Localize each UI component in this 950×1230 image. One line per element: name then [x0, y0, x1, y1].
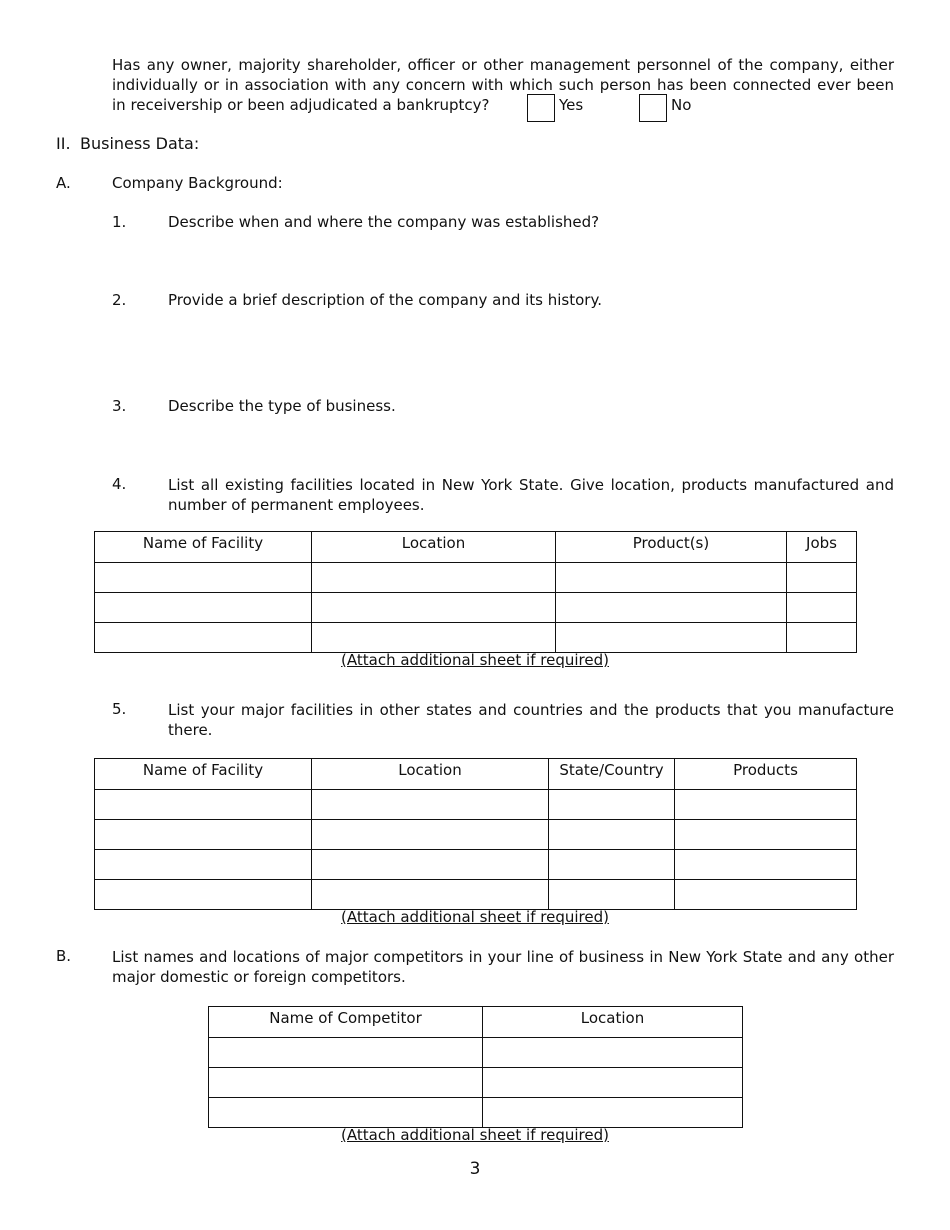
table-cell[interactable] [556, 593, 787, 623]
col-header: Name of Facility [95, 532, 312, 563]
col-header: Product(s) [556, 532, 787, 563]
no-checkbox[interactable] [639, 94, 667, 122]
col-header: Products [675, 759, 857, 790]
table-cell[interactable] [312, 623, 556, 653]
table-cell[interactable] [312, 593, 556, 623]
table-header-row [95, 759, 857, 790]
part-a-title: Company Background: [112, 174, 283, 192]
table-cell[interactable] [312, 820, 549, 850]
attach-note: (Attach additional sheet if required) [341, 651, 609, 669]
section-title: Business Data: [80, 134, 200, 153]
table-cell[interactable] [483, 1038, 743, 1068]
table-cell[interactable] [483, 1098, 743, 1128]
col-header: Location [312, 759, 549, 790]
q1-number: 1. [112, 213, 127, 231]
table-row [95, 850, 857, 880]
table-cell[interactable] [209, 1098, 483, 1128]
table-cell[interactable] [95, 790, 312, 820]
table-cell[interactable] [549, 880, 675, 910]
table-cell[interactable] [675, 850, 857, 880]
table-cell[interactable] [312, 790, 549, 820]
q5-text: List your major facilities in other states and countries and the products that you manufacture there. [168, 701, 894, 739]
table-cell[interactable] [312, 850, 549, 880]
table-cell[interactable] [209, 1068, 483, 1098]
ny-facilities-table [94, 531, 857, 653]
col-header: Name of Competitor [209, 1007, 483, 1038]
table-cell[interactable] [95, 850, 312, 880]
table-cell[interactable] [209, 1038, 483, 1068]
q3-number: 3. [112, 397, 127, 415]
table-row [95, 623, 857, 653]
col-header: Name of Facility [95, 759, 312, 790]
q2-text: Provide a brief description of the company and its history. [168, 291, 602, 309]
table-row [95, 880, 857, 910]
table-cell[interactable] [675, 790, 857, 820]
table-header-row [95, 532, 857, 563]
col-header: Location [312, 532, 556, 563]
table-row [95, 820, 857, 850]
q2-number: 2. [112, 291, 127, 309]
section-number: II. [56, 134, 71, 153]
table-cell[interactable] [95, 623, 312, 653]
table-cell[interactable] [95, 593, 312, 623]
table-cell[interactable] [549, 820, 675, 850]
table-row [209, 1068, 743, 1098]
page-number: 3 [469, 1159, 481, 1179]
col-header: State/Country [549, 759, 675, 790]
table-cell[interactable] [787, 623, 857, 653]
table-cell[interactable] [95, 563, 312, 593]
q1-text: Describe when and where the company was established? [168, 213, 600, 231]
q4-number: 4. [112, 475, 127, 493]
bankruptcy-question: Has any owner, majority shareholder, officer or other management personnel of the company, either individually or in association with any concern with which such person has been connected ever been in receivership or been adjudicated a bankruptcy? [112, 56, 894, 114]
part-a-letter: A. [56, 174, 71, 192]
part-b-letter: B. [56, 947, 72, 965]
part-b-text: List names and locations of major competitors in your line of business in New York State and any other major domestic or foreign competitors. [112, 948, 894, 986]
no-label: No [671, 96, 692, 114]
table-cell[interactable] [549, 850, 675, 880]
attach-note: (Attach additional sheet if required) [341, 908, 609, 926]
table-row [95, 563, 857, 593]
table-cell[interactable] [483, 1068, 743, 1098]
q5-number: 5. [112, 700, 127, 718]
table-cell[interactable] [556, 563, 787, 593]
table-cell[interactable] [312, 880, 549, 910]
competitors-table [208, 1006, 743, 1128]
table-cell[interactable] [312, 563, 556, 593]
table-cell[interactable] [95, 880, 312, 910]
table-cell[interactable] [556, 623, 787, 653]
table-row [95, 790, 857, 820]
table-row [209, 1038, 743, 1068]
table-row [209, 1098, 743, 1128]
col-header: Location [483, 1007, 743, 1038]
yes-label: Yes [559, 96, 584, 114]
table-cell[interactable] [787, 563, 857, 593]
table-header-row [209, 1007, 743, 1038]
q3-text: Describe the type of business. [168, 397, 396, 415]
table-cell[interactable] [675, 820, 857, 850]
q4-text: List all existing facilities located in New York State. Give location, products manufactured and number of permanent employees. [168, 476, 894, 514]
table-row [95, 593, 857, 623]
table-cell[interactable] [549, 790, 675, 820]
attach-note: (Attach additional sheet if required) [341, 1126, 609, 1144]
table-cell[interactable] [675, 880, 857, 910]
yes-checkbox[interactable] [527, 94, 555, 122]
table-cell[interactable] [95, 820, 312, 850]
table-cell[interactable] [787, 593, 857, 623]
other-facilities-table [94, 758, 857, 910]
col-header: Jobs [787, 532, 857, 563]
